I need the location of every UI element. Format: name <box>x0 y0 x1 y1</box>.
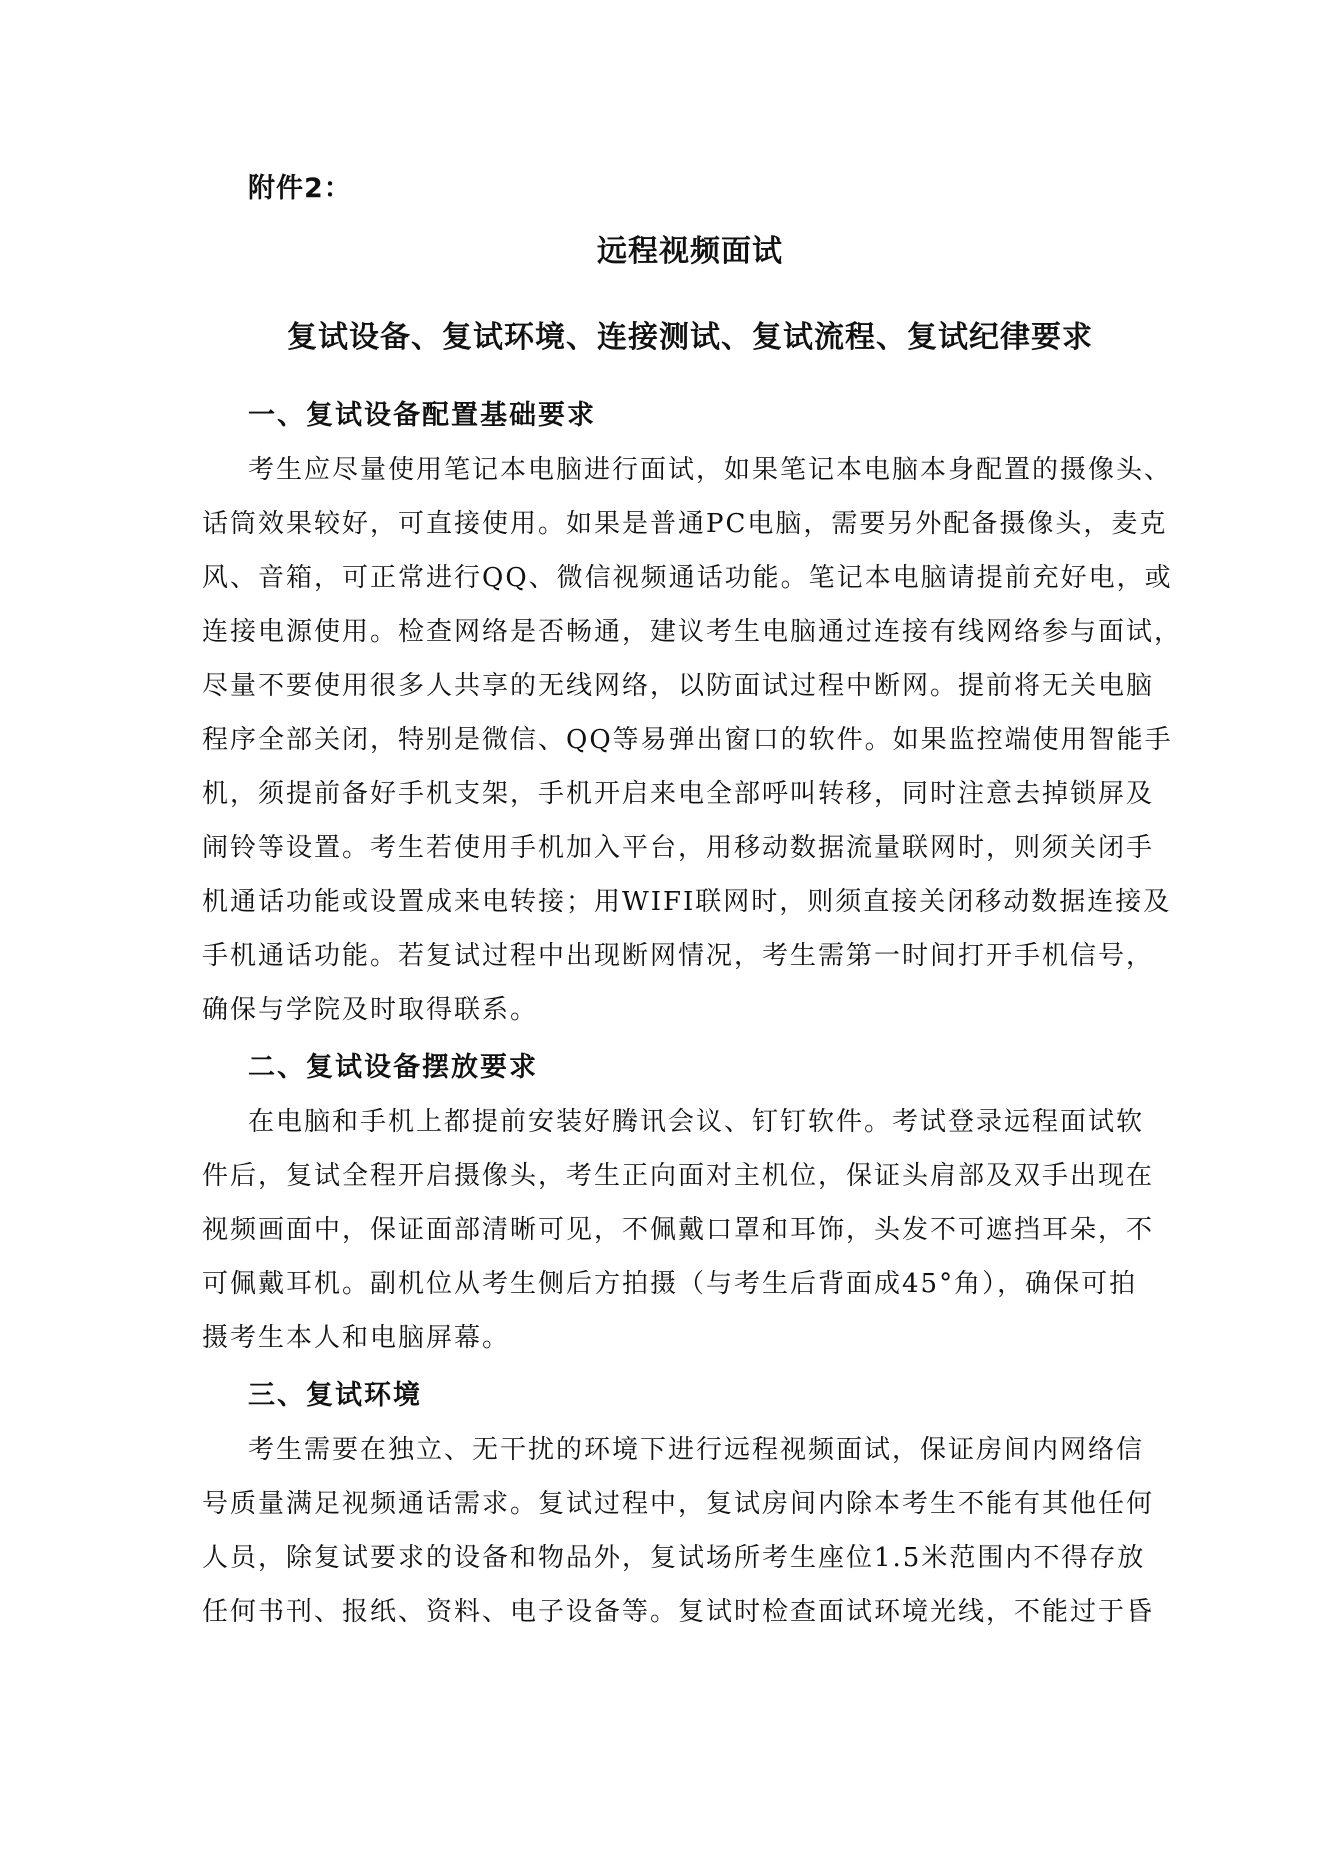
paragraph-line: 尽量不要使用很多人共享的无线网络，以防面试过程中断网。提前将无关电脑 <box>202 671 1155 701</box>
paragraph-line: 在电脑和手机上都提前安装好腾讯会议、钉钉软件。考试登录远程面试软 <box>248 1107 1145 1137</box>
paragraph-line: 连接电源使用。检查网络是否畅通，建议考生电脑通过连接有线网络参与面试， <box>202 617 1183 647</box>
paragraph-line: 闹铃等设置。考生若使用手机加入平台，用移动数据流量联网时，则须关闭手 <box>202 833 1155 863</box>
paragraph-line: 机通话功能或设置成来电转接；用WIFI联网时，则须直接关闭移动数据连接及 <box>202 887 1172 917</box>
paragraph-line: 考生需要在独立、无干扰的环境下进行远程视频面试，保证房间内网络信 <box>248 1435 1145 1465</box>
section-heading-1: 一、复试设备配置基础要求 <box>248 400 596 431</box>
paragraph-line: 摄考生本人和电脑屏幕。 <box>202 1323 511 1353</box>
paragraph-line: 人员，除复试要求的设备和物品外，复试场所考生座位1.5米范围内不得存放 <box>202 1543 1146 1573</box>
section-heading-2: 二、复试设备摆放要求 <box>248 1052 538 1083</box>
paragraph-line: 机，须提前备好手机支架，手机开启来电全部呼叫转移，同时注意去掉锁屏及 <box>202 779 1155 809</box>
section-heading-3: 三、复试环境 <box>248 1380 422 1411</box>
paragraph-line: 程序全部关闭，特别是微信、QQ等易弹出窗口的软件。如果监控端使用智能手 <box>202 725 1173 755</box>
paragraph-line: 件后，复试全程开启摄像头，考生正向面对主机位，保证头肩部及双手出现在 <box>202 1161 1155 1191</box>
paragraph-line: 任何书刊、报纸、资料、电子设备等。复试时检查面试环境光线，不能过于昏 <box>202 1597 1155 1627</box>
paragraph-line: 风、音箱，可正常进行QQ、微信视频通话功能。笔记本电脑请提前充好电，或 <box>202 563 1173 593</box>
paragraph-line: 手机通话功能。若复试过程中出现断网情况，考生需第一时间打开手机信号， <box>202 941 1155 971</box>
document-subtitle: 复试设备、复试环境、连接测试、复试流程、复试纪律要求 <box>287 320 1093 355</box>
paragraph-line: 视频画面中，保证面部清晰可见，不佩戴口罩和耳饰，头发不可遮挡耳朵，不 <box>202 1215 1155 1245</box>
document-title: 远程视频面试 <box>597 234 783 269</box>
paragraph-line: 确保与学院及时取得联系。 <box>202 995 539 1025</box>
paragraph-line: 话筒效果较好，可直接使用。如果是普通PC电脑，需要另外配备摄像头，麦克 <box>202 509 1168 539</box>
paragraph-line: 考生应尽量使用笔记本电脑进行面试，如果笔记本电脑本身配置的摄像头、 <box>248 455 1173 485</box>
paragraph-line: 可佩戴耳机。副机位从考生侧后方拍摄（与考生后背面成45°角），确保可拍 <box>202 1269 1138 1299</box>
paragraph-line: 号质量满足视频通话需求。复试过程中，复试房间内除本考生不能有其他任何 <box>202 1489 1155 1519</box>
attachment-label: 附件2： <box>248 173 352 204</box>
